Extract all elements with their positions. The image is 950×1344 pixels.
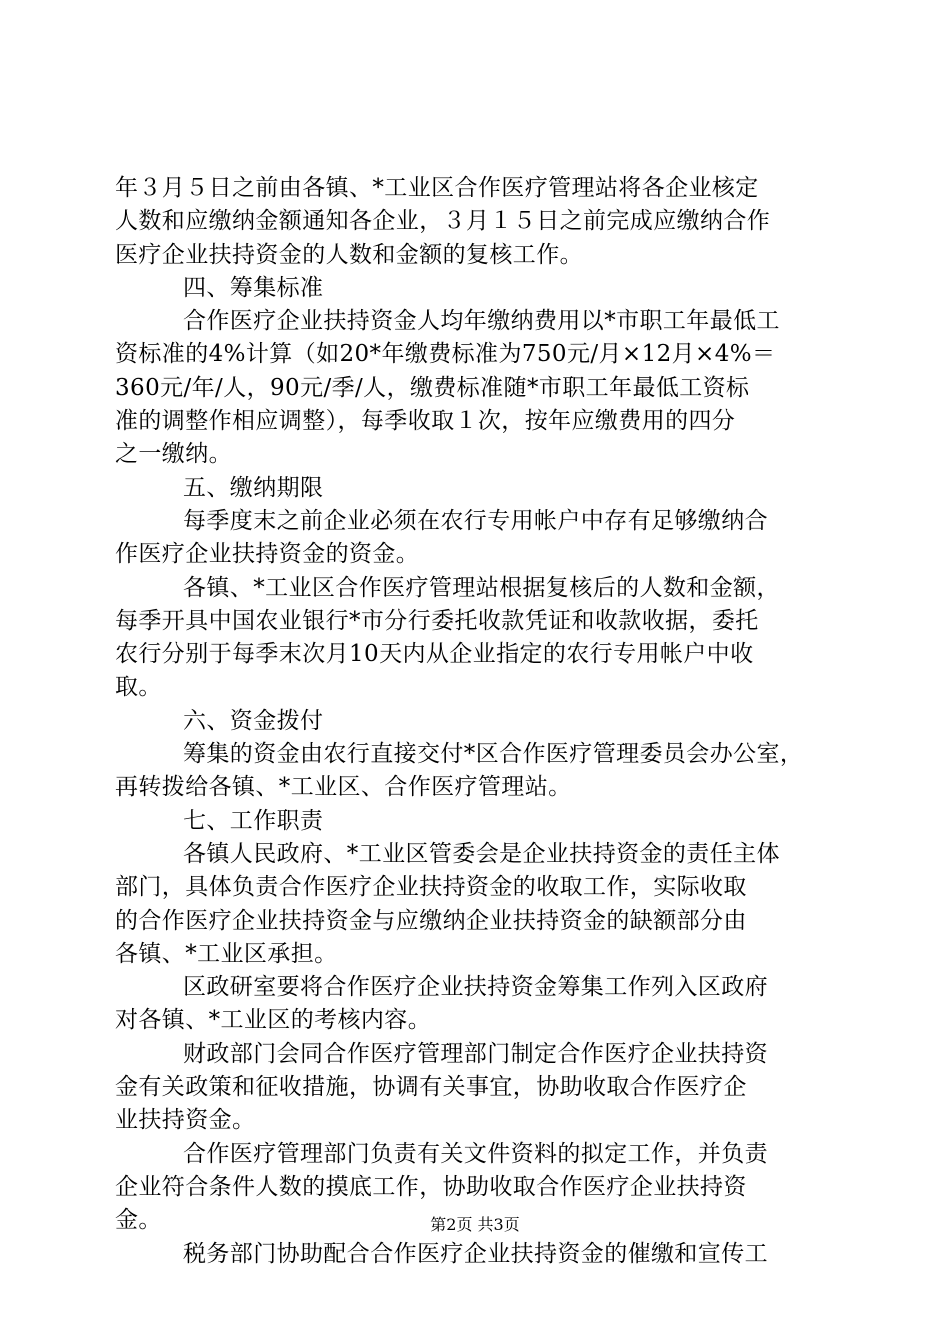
- text-line: 准的调整作相应调整），每季收取１次，按年应缴费用的四分: [115, 408, 736, 435]
- text-line: 部门，具体负责合作医疗企业扶持资金的收取工作，实际收取: [115, 874, 747, 901]
- text-line: 合作医疗企业扶持资金人均年缴纳费用以*市职工年最低工: [183, 308, 780, 335]
- text-line: 作医疗企业扶持资金的资金。: [115, 541, 420, 568]
- text-line: 企业符合条件人数的摸底工作，协助收取合作医疗企业扶持资: [115, 1173, 747, 1200]
- text-line: 再转拨给各镇、*工业区、合作医疗管理站。: [115, 774, 572, 801]
- footer-page-total: 3: [493, 1215, 504, 1234]
- footer-page-prefix: 第: [430, 1215, 447, 1234]
- text-line: 对各镇、*工业区的考核内容。: [115, 1007, 432, 1034]
- text-line: 医疗企业扶持资金的人数和金额的复核工作。: [115, 241, 583, 268]
- text-line: 每季开具中国农业银行*市分行委托收款凭证和收款收据，委托: [115, 607, 759, 634]
- text-line: 财政部门会同合作医疗管理部门制定合作医疗企业扶持资: [183, 1040, 768, 1067]
- text-line: 资标准的4%计算（如20*年缴费标准为750元/月×12月×4%＝: [115, 341, 776, 368]
- page-footer: [0, 1215, 950, 1235]
- text-line: 四、筹集标准: [183, 274, 324, 301]
- text-line: 360元/年/人，90元/季/人，缴费标准随*市职工年最低工资标: [115, 374, 750, 401]
- text-line: 各镇人民政府、*工业区管委会是企业扶持资金的责任主体: [183, 840, 780, 867]
- text-line: 各镇、*工业区合作医疗管理站根据复核后的人数和金额，: [183, 574, 780, 601]
- text-line: 各镇、*工业区承担。: [115, 940, 338, 967]
- text-line: 农行分别于每季末次月10天内从企业指定的农行专用帐户中收: [115, 641, 754, 668]
- footer-page-mid: 页 共: [456, 1215, 494, 1234]
- text-line: 取。: [115, 674, 162, 701]
- text-line: 税务部门协助配合合作医疗企业扶持资金的催缴和宣传工: [183, 1240, 768, 1267]
- text-line: 七、工作职责: [183, 807, 324, 834]
- text-line: 区政研室要将合作医疗企业扶持资金筹集工作列入区政府: [183, 974, 768, 1001]
- footer-page-suffix: 页: [503, 1215, 520, 1234]
- text-line: 六、资金拨付: [183, 707, 324, 734]
- text-line: 筹集的资金由农行直接交付*区合作医疗管理委员会办公室，: [183, 741, 804, 768]
- text-line: 年３月５日之前由各镇、*工业区合作医疗管理站将各企业核定: [115, 175, 759, 201]
- text-line: 业扶持资金。: [115, 1107, 256, 1134]
- text-line: 每季度末之前企业必须在农行专用帐户中存有足够缴纳合: [183, 507, 768, 534]
- document-body: [115, 172, 840, 1271]
- text-line: 金。: [115, 1207, 162, 1234]
- text-line: 人数和应缴纳金额通知各企业，３月１５日之前完成应缴纳合作: [115, 208, 771, 235]
- text-line: 金有关政策和征收措施，协调有关事宜，协助收取合作医疗企: [115, 1074, 747, 1101]
- footer-page-current: 2: [446, 1215, 457, 1234]
- text-line: 五、缴纳期限: [183, 474, 324, 501]
- text-line: 之一缴纳。: [115, 441, 232, 468]
- text-line: 的合作医疗企业扶持资金与应缴纳企业扶持资金的缺额部分由: [115, 907, 747, 934]
- text-line: 合作医疗管理部门负责有关文件资料的拟定工作，并负责: [183, 1140, 768, 1167]
